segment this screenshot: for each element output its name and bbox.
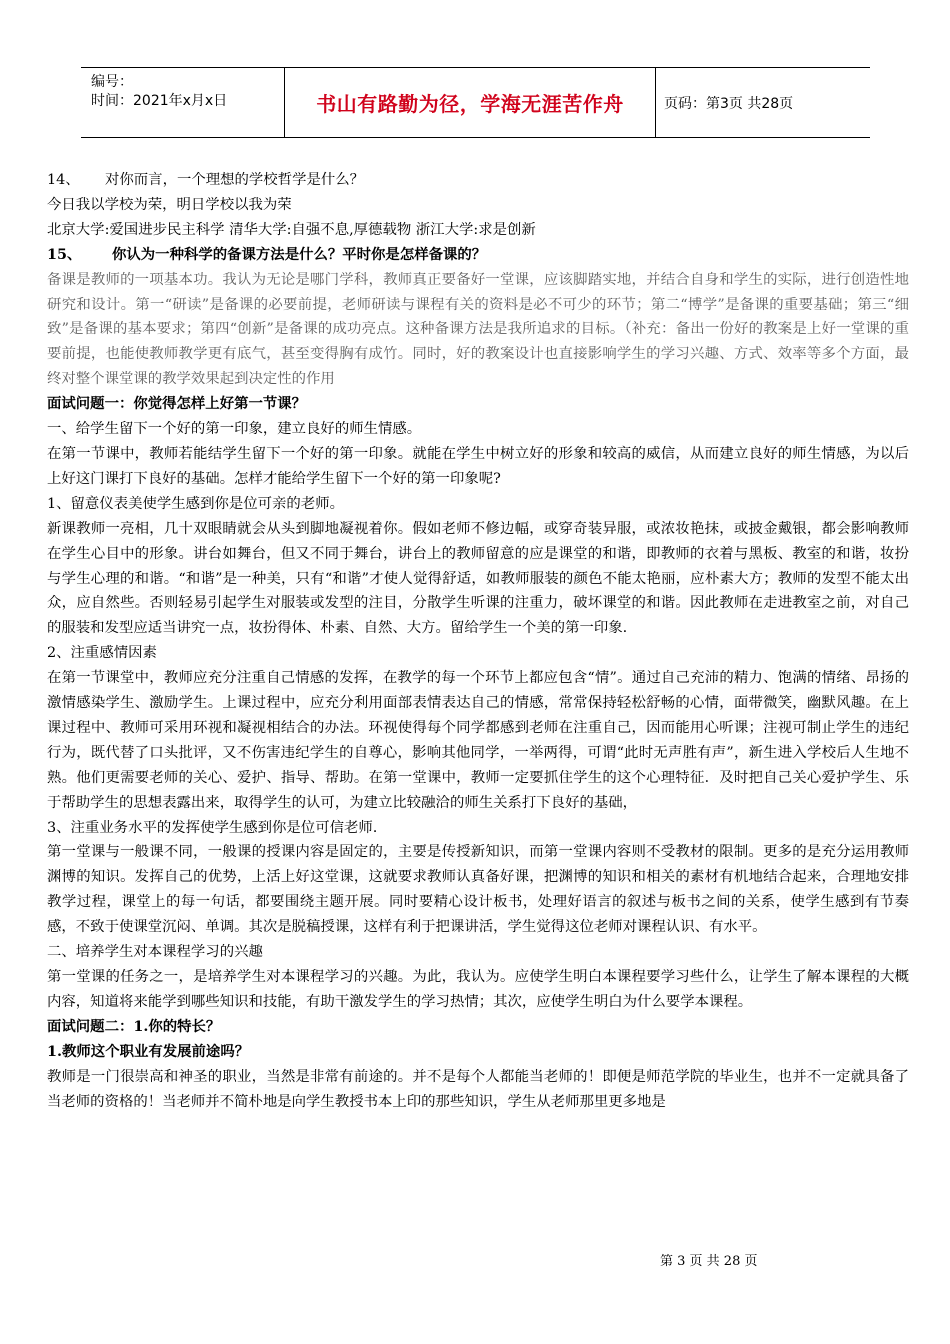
paragraph: 北京大学:爱国进步民主科学 清华大学:自强不息,厚德载物 浙江大学:求是创新	[47, 221, 536, 238]
section-heading: 1.教师这个职业有发展前途吗？	[47, 1042, 250, 1060]
paragraph: 在第一节课堂中，教师应充分注重自己情感的发挥，在教学的每一个环节上都应包含“情”。通过自己充沛的精力、饱满的情绪、昂扬的激情感染学生、激励学生。上课过程中，应充分利用面部表情表达自己的情感，常常保持轻松舒畅的心情，面带微笑，幽默风趣。在上课过程中、教师可采用环视和凝视相结合的办法。环视使得每个同学都感到老师在注重自己，因而能用心听课；注视可制止学生的违纪行为，既代替了口头批评，又不伤害违纪学生的自尊心，影响其他同学，一举两得，可谓“此时无声胜有声”，新生进入学校后人生地不熟。他们更需要老师的关心、爱护、指导、帮助。在第一堂课中，教师一定要抓住学生的这个心理特征．及时把自己关心爱护学生、乐于帮助学生的思想表露出来，取得学生的认可，为建立比较融洽的师生关系打下良好的基础，	[47, 670, 909, 811]
header-meta	[81, 68, 284, 137]
question-number: 15、	[47, 245, 82, 263]
header-motto: 书山有路勤为径，学海无涯苦作舟	[284, 68, 656, 137]
time-label: 时间：2021年x月x日	[91, 93, 228, 109]
section-heading: 面试问题二：1.你的特长？	[47, 1017, 221, 1035]
page-footer: 第 3 页 共 28 页	[660, 1254, 758, 1269]
paragraph: 今日我以学校为荣，明日学校以我为荣	[47, 196, 292, 213]
number-label: 编号：	[91, 74, 133, 90]
paragraph: 二、培养学生对本课程学习的兴趣	[47, 944, 263, 961]
question-number: 14、	[47, 172, 80, 188]
paragraph: 1、留意仪表美使学生感到你是位可亲的老师。	[47, 495, 344, 512]
page-header	[81, 67, 870, 138]
paragraph: 3、注重业务水平的发挥使学生感到你是位可信老师.	[47, 819, 378, 836]
answer-paragraph: 备课是教师的一项基本功。我认为无论是哪门学科，教师真正要备好一堂课，应该脚踏实地，并结合自身和学生的实际，进行创造性地研究和设计。第一“研读”是备课的必要前提，老师研读与课程有关的资料是必不可少的环节；第二“博学”是备课的重要基础；第三“细致”是备课的基本要求；第四“创新”是备课的成功亮点。这种备课方法是我所追求的目标。（补充：备出一份好的教案是上好一堂课的重要前提，也能使教师教学更有底气，甚至变得胸有成竹。同时，好的教案设计也直接影响学生的学习兴趣、方式、效率等多个方面，最终对整个课堂课的教学效果起到决定性的作用	[47, 271, 909, 388]
paragraph: 新课教师一亮相，几十双眼睛就会从头到脚地凝视着你。假如老师不修边幅，或穿奇装异服，或浓妆艳抹，或披金戴银，都会影响教师在学生心目中的形象。讲台如舞台，但又不同于舞台，讲台上的教师留意的应是课堂的和谐，即教师的衣着与黑板、教室的和谐，妆扮与学生心理的和谐。“和谐”是一种美，只有“和谐”才使人觉得舒适，如教师服装的颜色不能太艳丽，应朴素大方；教师的发型不能太出众，应自然些。否则轻易引起学生对服装或发型的注目，分散学生听课的注重力，破坏课堂的和谐。因此教师在走进教室之前，对自己的服装和发型应适当讲究一点，妆扮得体、朴素、自然、大方。留给学生一个美的第一印象.	[47, 520, 909, 637]
question-15	[47, 243, 909, 268]
header-page-info: 页码：第3页 共28页	[664, 95, 794, 112]
question-14	[47, 168, 909, 193]
paragraph: 第一堂课的任务之一，是培养学生对本课程学习的兴趣。为此，我认为。应使学生明白本课程要学习些什么，让学生了解本课程的大概内容，知道将来能学到哪些知识和技能，有助干激发学生的学习热情；其次，应使学生明白为什么要学本课程。	[47, 969, 909, 1010]
document-body	[47, 168, 909, 1114]
paragraph: 一、给学生留下一个好的第一印象，建立良好的师生情感。	[47, 421, 422, 438]
question-text: 对你而言，一个理想的学校哲学是什么？	[105, 172, 365, 188]
paragraph: 2、注重感情因素	[47, 645, 157, 662]
section-heading: 面试问题一：你觉得怎样上好第一节课？	[47, 395, 307, 413]
paragraph: 第一堂课与一般课不同，一般课的授课内容是固定的，主要是传授新知识，而第一堂课内容则不受教材的限制。更多的是充分运用教师渊博的知识。发挥自己的优势，上活上好这堂课，这就要求教师认真备好课，把渊博的知识和相关的素材有机地结合起来，合理地安排教学过程，课堂上的每一句话，都要围绕主题开展。同时要精心设计板书，处理好语言的叙述与板书之间的关系，使学生感到有节奏感，不致于使课堂沉闷、单调。其次是脱稿授课，这样有利于把课讲活，学生觉得这位老师对课程认识、有水平。	[47, 844, 909, 936]
paragraph: 教师是一门很崇高和神圣的职业，当然是非常有前途的。并不是每个人都能当老师的！即便是师范学院的毕业生，也并不一定就具备了当老师的资格的！当老师并不简朴地是向学生教授书本上印的那些知识，学生从老师那里更多地是	[47, 1068, 909, 1110]
paragraph: 在第一节课中，教师若能结学生留下一个好的第一印象。就能在学生中树立好的形象和较高的威信，从而建立良好的师生情感，为以后上好这门课打下良好的基础。怎样才能给学生留下一个好的第一印象呢?	[47, 445, 909, 487]
question-text: 你认为一种科学的备课方法是什么？平时你是怎样备课的？	[112, 245, 487, 263]
